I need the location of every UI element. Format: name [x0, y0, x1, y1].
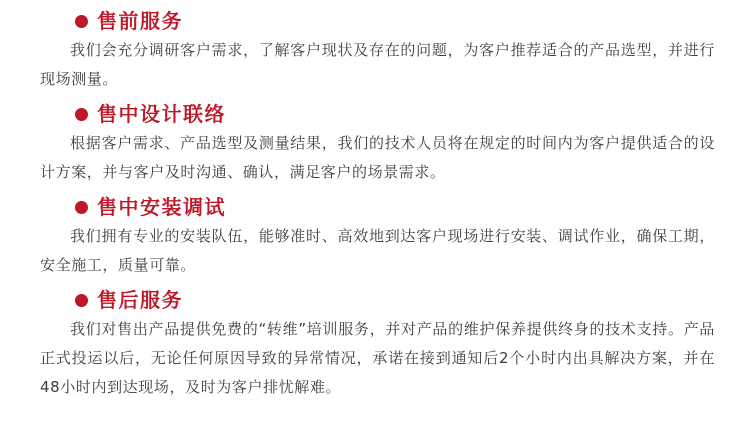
section-installation-heading	[75, 197, 715, 217]
section-presales	[40, 11, 715, 94]
section-body-text: 根据客户需求、产品选型及测量结果，我们的技术人员将在规定的时间内为客户提供适合的设计方案，并与客户及时沟通、确认，满足客户的场景需求。	[40, 134, 715, 181]
section-title: 售后服务	[97, 288, 183, 312]
section-presales-heading	[75, 11, 715, 31]
section-body-text: 我们对售出产品提供免费的“转维”培训服务，并对产品的维护保养提供终身的技术支持。产品正式投运以后，无论任何原因导致的异常情况，承诺在接到通知后2个小时内出具解决方案，并在48小时内到达现场，及时为客户排忧解难。	[40, 320, 715, 396]
bullet-icon	[75, 201, 88, 214]
bullet-icon	[75, 15, 88, 28]
section-title: 售前服务	[97, 9, 183, 33]
section-design-liaison	[40, 104, 715, 187]
section-installation	[40, 197, 715, 280]
bullet-icon	[75, 294, 88, 307]
bullet-icon	[75, 108, 88, 121]
section-title: 售中安装调试	[97, 195, 226, 219]
section-body-text: 我们会充分调研客户需求，了解客户现状及存在的问题，为客户推荐适合的产品选型，并进行现场测量。	[40, 41, 715, 88]
section-body-text: 我们拥有专业的安装队伍，能够准时、高效地到达客户现场进行安装、调试作业，确保工期，安全施工，质量可靠。	[40, 227, 715, 274]
section-design-liaison-heading	[75, 104, 715, 124]
section-aftersales-heading	[75, 290, 715, 310]
section-title: 售中设计联络	[97, 102, 226, 126]
section-aftersales	[40, 290, 715, 402]
